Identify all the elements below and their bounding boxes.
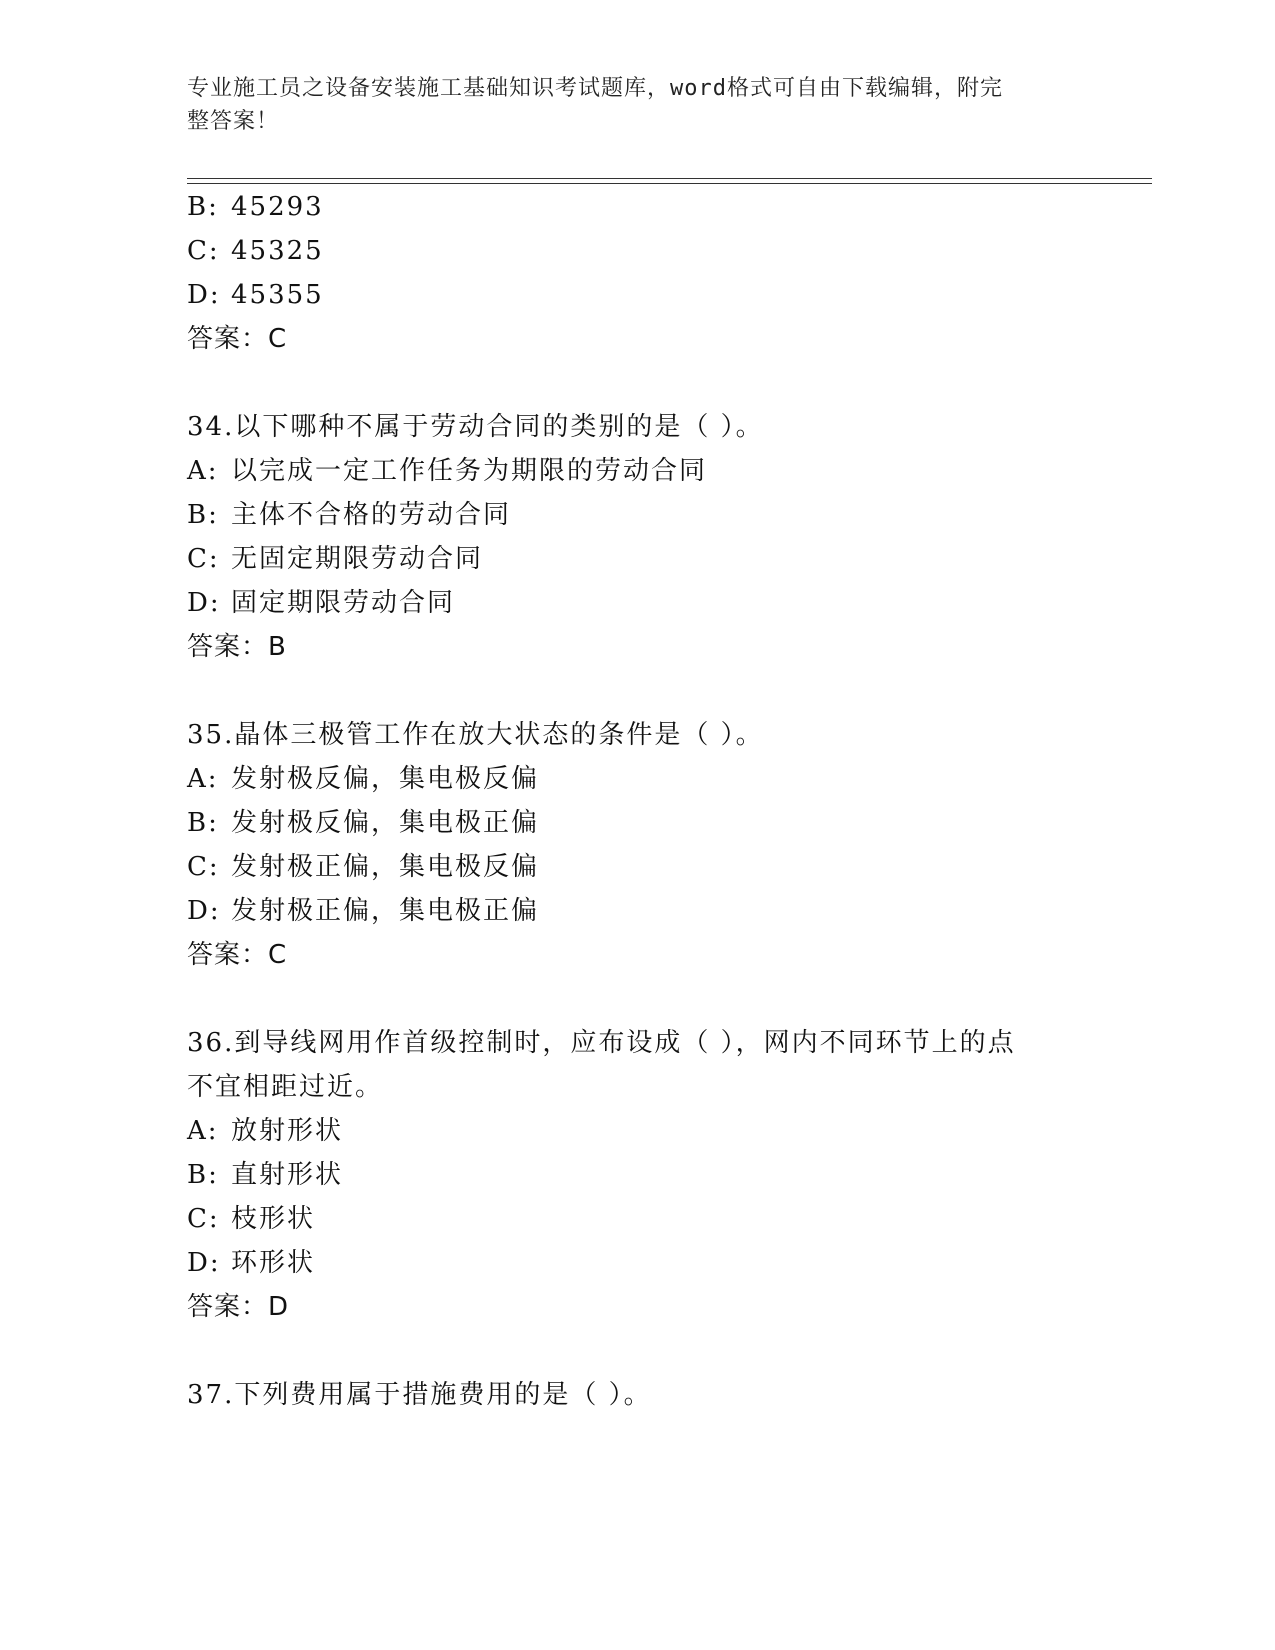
answer-line: 答案：B [187,632,287,662]
option-row [187,1159,343,1191]
option-row [187,499,511,531]
header-line-1: 专业施工员之设备安装施工基础知识考试题库，word格式可自由下载编辑，附完 [187,76,1003,101]
header-divider-bottom [187,183,1152,184]
option-row [187,191,324,223]
question-stem: 34.以下哪种不属于劳动合同的类别的是（ ）。 [187,412,764,442]
option-text: 45325 [231,236,324,266]
option-text: 45293 [231,192,324,222]
option-text: 主体不合格的劳动合同 [231,500,512,530]
option-text: 固定期限劳动合同 [231,588,456,618]
option-text: 45355 [231,280,324,310]
question-stem-line-2: 不宜相距过近。 [187,1072,384,1102]
answer-line: 答案：D [187,1292,290,1322]
option-text: 环形状 [231,1248,316,1278]
answer-line: 答案：C [187,324,288,354]
option-letter: D: [187,1248,221,1278]
option-row [187,763,539,795]
option-row [187,1115,343,1147]
option-row [187,279,324,311]
option-text: 枝形状 [231,1204,316,1234]
option-row [187,1247,315,1279]
option-text: 放射形状 [231,1116,344,1146]
option-letter: A: [187,1116,219,1146]
document-header [187,72,1067,138]
option-row [187,895,539,927]
option-letter: D: [187,896,221,926]
option-letter: B: [187,500,219,530]
option-text: 以完成一定工作任务为期限的劳动合同 [231,456,708,486]
option-text: 直射形状 [231,1160,344,1190]
option-row [187,235,324,267]
header-divider-top [187,178,1152,179]
answer-line: 答案：C [187,940,288,970]
option-text: 无固定期限劳动合同 [231,544,484,574]
option-text: 发射极反偏，集电极反偏 [231,764,540,794]
option-letter: B: [187,1160,219,1190]
option-letter: D: [187,280,221,310]
option-text: 发射极正偏，集电极正偏 [231,896,540,926]
option-letter: C: [187,852,220,882]
option-letter: B: [187,192,219,222]
option-letter: B: [187,808,219,838]
option-row [187,1203,315,1235]
option-letter: A: [187,456,219,486]
question-stem: 35.晶体三极管工作在放大状态的条件是（ ）。 [187,720,764,750]
option-letter: C: [187,544,220,574]
option-row [187,807,539,839]
option-text: 发射极反偏，集电极正偏 [231,808,540,838]
option-row [187,543,483,575]
question-stem-line-1: 36.到导线网用作首级控制时，应布设成（ ），网内不同环节上的点 [187,1028,1016,1058]
option-row [187,587,455,619]
option-letter: A: [187,764,219,794]
option-row [187,851,539,883]
option-letter: C: [187,1204,220,1234]
option-letter: D: [187,588,221,618]
header-line-2: 整答案！ [187,109,280,134]
option-letter: C: [187,236,220,266]
option-row [187,455,707,487]
option-text: 发射极正偏，集电极反偏 [231,852,540,882]
question-stem: 37.下列费用属于措施费用的是（ ）。 [187,1380,652,1410]
